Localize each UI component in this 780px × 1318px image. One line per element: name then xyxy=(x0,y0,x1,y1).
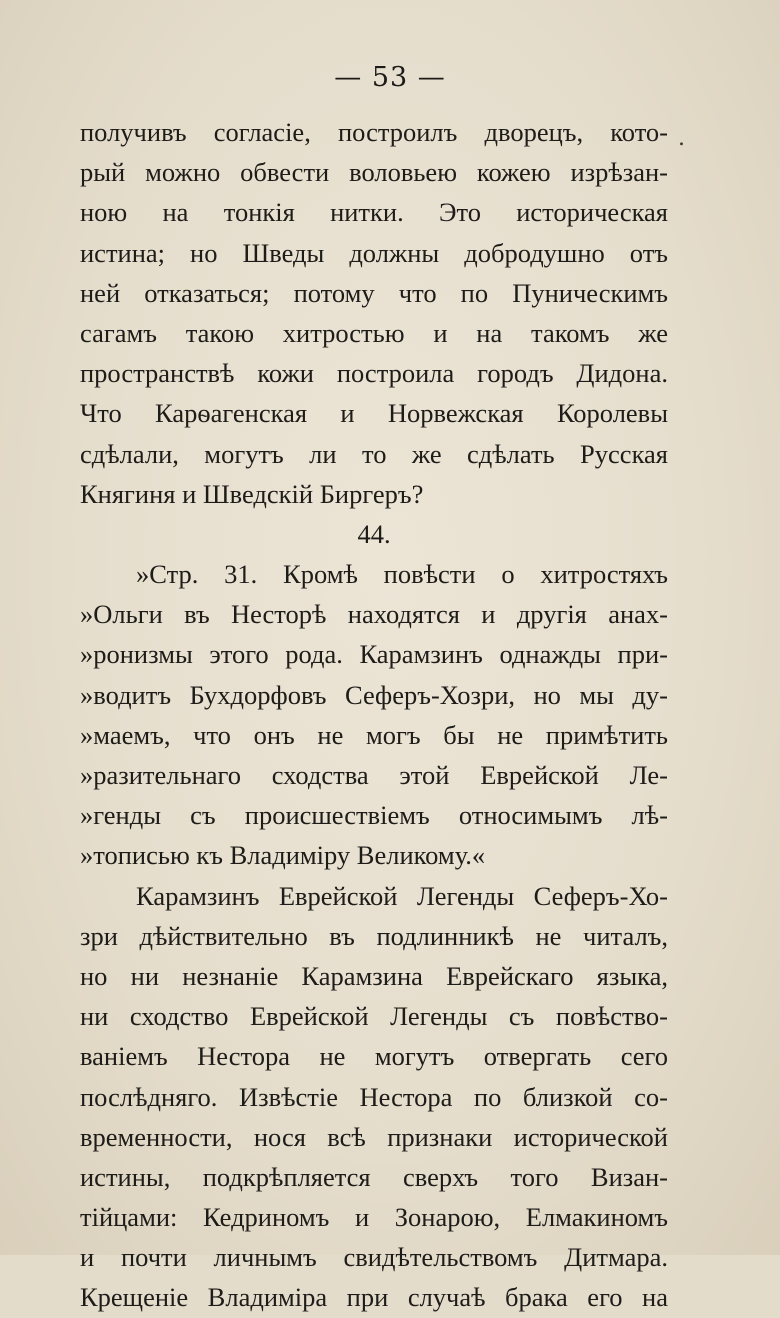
text-line: послѣдняго. Извѣстіе Нестора по близкой со- xyxy=(80,1081,668,1112)
text-line: ваніемъ Нестора не могутъ отвергать сего xyxy=(80,1041,668,1072)
text-line: истины, подкрѣпляется сверхъ того Визан- xyxy=(80,1161,668,1192)
quote-line: »Стр. 31. Кромѣ повѣсти о хитростяхъ xyxy=(136,559,668,590)
text-line: временности, нося всѣ признаки исторической xyxy=(80,1121,668,1152)
quote-line: »генды съ происшествіемъ относимымъ лѣ- xyxy=(80,800,668,831)
text-line: рый можно обвести воловьею кожею изрѣзан- xyxy=(80,157,668,188)
quote-line: »ронизмы этого рода. Карамзинъ однажды при- xyxy=(80,639,668,670)
text-line: зри дѣйствительно въ подлинникѣ не читалъ, xyxy=(80,920,668,951)
text-line: и почти личнымъ свидѣтельствомъ Дитмара. xyxy=(80,1242,668,1273)
margin-speck: . xyxy=(678,126,685,151)
text-line: но ни незнаніе Карамзина Еврейскаго языка, xyxy=(80,960,668,991)
text-line: Княгиня и Шведскій Биргеръ? xyxy=(80,478,424,509)
text-line: сдѣлали, могутъ ли то же сдѣлать Русская xyxy=(80,438,668,469)
text-line: Крещеніе Владиміра при случаѣ брака его на xyxy=(80,1282,668,1313)
quote-line: »разительнаго сходства этой Еврейской Ле- xyxy=(80,760,668,790)
text-line: сагамъ такою хитростью и на такомъ же xyxy=(80,317,668,348)
text-line: Карамзинъ Еврейской Легенды Сеферъ-Хо- xyxy=(136,880,668,911)
text-line: ней отказаться; потому что по Пуническимъ xyxy=(80,277,668,308)
quote-line: »водитъ Бухдорфовъ Сеферъ-Хозри, но мы ду- xyxy=(80,679,668,710)
text-line: Что Карѳагенская и Норвежская Королевы xyxy=(80,398,668,429)
text-line: получивъ согласіе, построилъ дворецъ, кото- xyxy=(80,117,668,147)
quote-line: »тописью къ Владиміру Великому.« xyxy=(80,840,486,871)
text-line: истина; но Шведы должны добродушно отъ xyxy=(80,237,668,268)
text-line: ною на тонкія нитки. Это историческая xyxy=(80,197,668,228)
quote-line: »Ольги въ Несторѣ находятся и другія анах- xyxy=(80,599,668,630)
text-line: ни сходство Еврейской Легенды съ повѣство- xyxy=(80,1001,668,1032)
text-line: тійцами: Кедриномъ и Зонарою, Елмакиномъ xyxy=(80,1202,668,1233)
quote-line: »маемъ, что онъ не могъ бы не примѣтить xyxy=(80,719,668,750)
page-number: — 53 — xyxy=(334,62,446,93)
section-number: 44. xyxy=(357,518,391,549)
text-line: пространствѣ кожи построила городъ Дидона. xyxy=(80,358,668,389)
body-text xyxy=(80,112,668,1318)
